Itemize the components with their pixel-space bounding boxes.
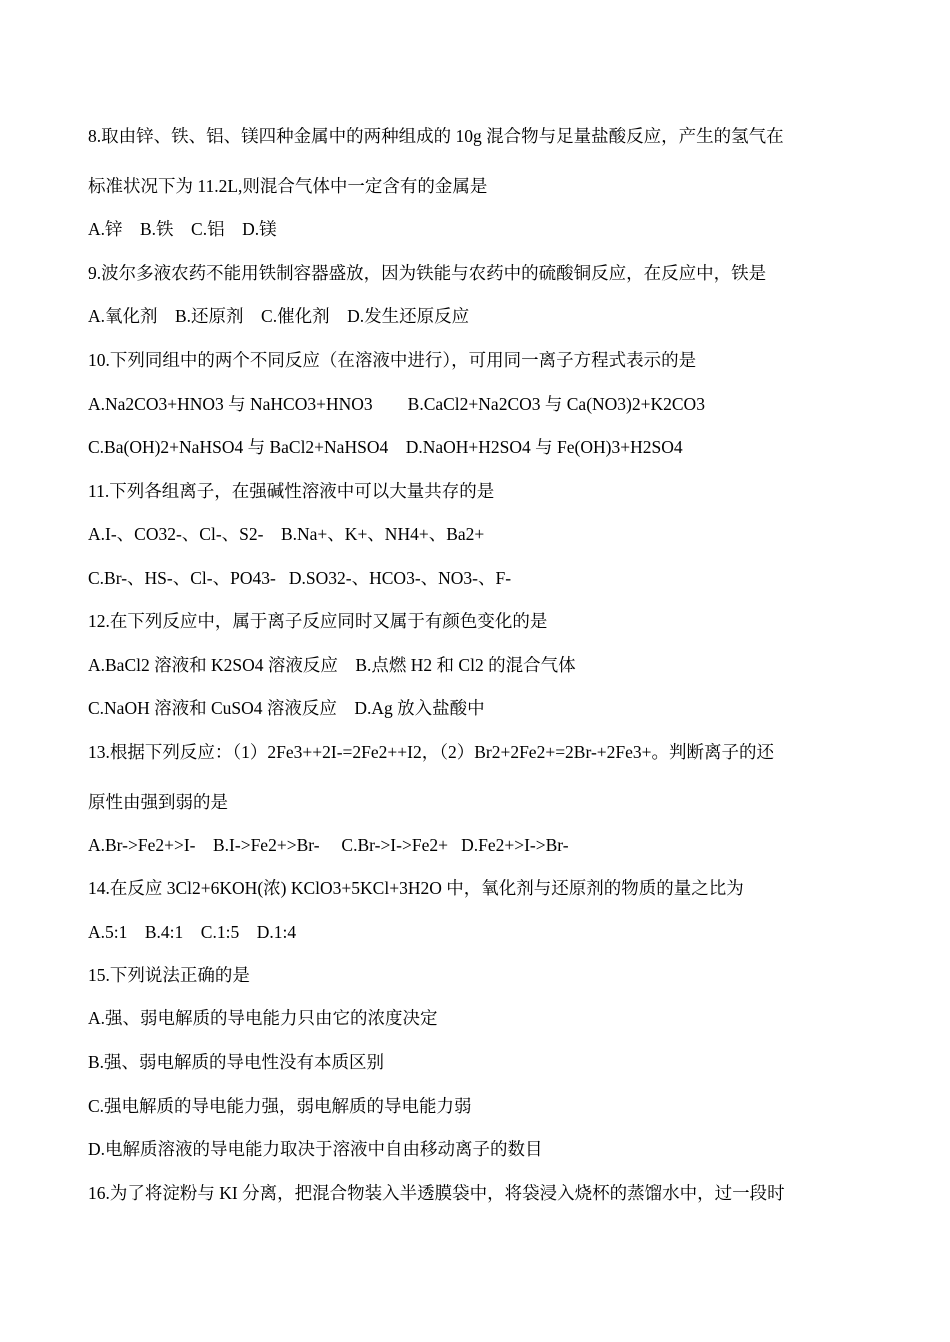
question-10-options-cd: C.Ba(OH)2+NaHSO4 与 BaCl2+NaHSO4 D.NaOH+H2SO4 与 Fe(OH)3+H2SO4 [88,437,683,457]
question-15-option-c: C.强电解质的导电能力强，弱电解质的导电能力弱 [88,1096,472,1116]
question-10-stem: 10.下列同组中的两个不同反应（在溶液中进行），可用同一离子方程式表示的是 [88,350,697,370]
question-12-options-ab: A.BaCl2 溶液和 K2SO4 溶液反应 B.点燃 H2 和 Cl2 的混合气体 [88,655,576,675]
question-13-options: A.Br->Fe2+>I- B.I->Fe2+>Br- C.Br->I->Fe2+ D.Fe2+>I->Br- [88,835,569,855]
question-13-stem-line-2: 原性由强到弱的是 [88,792,228,812]
question-15-option-d: D.电解质溶液的导电能力取决于溶液中自由移动离子的数目 [88,1139,543,1159]
question-15-option-b: B.强、弱电解质的导电性没有本质区别 [88,1052,385,1072]
question-14-stem: 14.在反应 3Cl2+6KOH(浓) KClO3+5KCl+3H2O 中，氧化剂与还原剂的物质的量之比为 [88,878,744,898]
question-8-options: A.锌 B.铁 C.铝 D.镁 [88,219,277,239]
question-15-stem: 15.下列说法正确的是 [88,965,250,985]
question-8-stem-line-1: 8.取由锌、铁、铝、镁四种金属中的两种组成的 10g 混合物与足量盐酸反应，产生的氢气在 [88,126,784,146]
question-15-option-a: A.强、弱电解质的导电能力只由它的浓度决定 [88,1008,438,1028]
question-16-stem: 16.为了将淀粉与 KI 分离，把混合物装入半透膜袋中，将袋浸入烧杯的蒸馏水中，过一段时 [88,1183,785,1203]
question-14-options: A.5:1 B.4:1 C.1:5 D.1:4 [88,922,297,942]
question-9-stem: 9.波尔多液农药不能用铁制容器盛放，因为铁能与农药中的硫酸铜反应，在反应中，铁是 [88,263,767,283]
question-11-options-ab: A.I-、CO32-、Cl-、S2- B.Na+、K+、NH4+、Ba2+ [88,524,485,544]
question-9-options: A.氧化剂 B.还原剂 C.催化剂 D.发生还原反应 [88,306,470,326]
question-12-options-cd: C.NaOH 溶液和 CuSO4 溶液反应 D.Ag 放入盐酸中 [88,698,485,718]
question-12-stem: 12.在下列反应中，属于离子反应同时又属于有颜色变化的是 [88,611,548,631]
question-11-stem: 11.下列各组离子，在强碱性溶液中可以大量共存的是 [88,481,495,501]
question-8-stem-line-2: 标准状况下为 11.2L,则混合气体中一定含有的金属是 [88,176,488,196]
question-13-stem-line-1: 13.根据下列反应：（1）2Fe3++2I-=2Fe2++I2，（2）Br2+2Fe2+=2Br-+2Fe3+。判断离子的还 [88,742,775,762]
question-10-options-ab: A.Na2CO3+HNO3 与 NaHCO3+HNO3 B.CaCl2+Na2CO3 与 Ca(NO3)2+K2CO3 [88,394,705,414]
question-11-options-cd: C.Br-、HS-、Cl-、PO43- D.SO32-、HCO3-、NO3-、F- [88,568,512,588]
